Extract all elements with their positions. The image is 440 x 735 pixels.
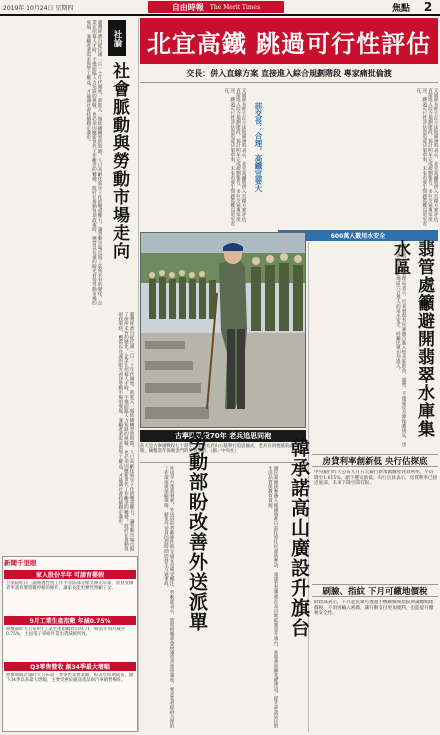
section-label: 焦點 (391, 3, 410, 14)
photo-top-label: 600萬人數用水安全 (278, 230, 438, 241)
lead-headline: 北宜高鐵 跳過可行性評估 (146, 29, 432, 58)
lead-subhead: 交長：併入直線方案 直接進入綜合規劃階段 專家痛批倫渡 (186, 68, 392, 78)
editorial-tag: 社論 (108, 20, 126, 56)
inset-headline: 前交長：合理，高鐵宜要大 (254, 102, 263, 192)
editorial-body-continued: 臺灣經濟自從民國一百一十年代開始，就進入一個結構轉型的時期。人口高齡化與少子化的雙重壓力，讓勞動市場出現了前所未有的變化。企業在招募人才時，不僅面臨人力短缺的挑戰，也必須因應新世代工作觀念的轉變。政府在推動各項政策時，應當以長遠的眼光看待勞動市場的發展，兼顧產業需求與勞工權益，才能讓社會持續穩定進步。 (117, 312, 134, 552)
editorial-body: 臺灣經濟自從民國一百一十年代開始，就進入一個結構轉型的時期。人口高齡化與少子化的雙重壓力，讓勞動市場出現了前所未有的變化。企業在招募人才時，不僅面臨人力短缺的挑戰，也必須因應新世代工作觀念的轉變。政府在推動各項政策時，應當以長遠的眼光看待勞動市場的發展，兼顧產業需求與勞工權益，才能讓社會持續穩定進步。 (85, 20, 102, 306)
ceremony-photo-graphic (141, 233, 306, 428)
subhead-rule (140, 82, 438, 83)
news-brief-header: 新聞千里眼 (4, 559, 37, 567)
brief-headline: 家人股份半年 可請育嬰假 (4, 570, 136, 579)
lower-left-body: 外送平台蓬勃發展，外送員的勞動條件與交通安全備受關注。勞動部表示，將與相關部會研議改善派單制度，要求業者提供合理的工作環境與保險保障，避免外送員因趕時間而發生交通事故。 (163, 466, 174, 729)
newspaper-logo (148, 1, 284, 13)
lead-body-left: 交通部長昨天在立法院備詢時表示，北宜高鐵將併入直線方案評估，直接進入綜合規劃階段，預計明年完成規劃報告。多位交通專家批評，跳過可行性評估恐造成決策草率，未來若發生問題將難以追究責任。 (224, 88, 246, 226)
logo-text-zh: 自由時報 (171, 1, 204, 12)
page-number: 2 (423, 0, 433, 14)
lower-left-title: 勞動部盼改善外送派單 (186, 432, 208, 632)
column-divider (138, 18, 139, 732)
right-story-body: 臺北翡翠水庫管理局表示，近來發現有民眾擅自進入集水區釣魚、露營，不僅違反水源保護規定，也可能影響大臺北地區六百萬人的用水安全，呼籲民眾切勿進入。 (395, 244, 406, 447)
lower-mid-title: 韓承諾高山廣設升旗台 (288, 438, 310, 638)
brief-body: 經濟部統計處昨天公布第三季零售業營業額，較去年同期成長，創下34季以來最大增幅，主要受惠於通訊產品與汽車銷售暢旺。 (6, 673, 134, 684)
lead-body-right: 交通部長昨天在立法院備詢時表示，北宜高鐵將併入直線方案評估，直接進入綜合規劃階段，預計明年完成規劃報告。多位交通專家批評，跳過可行性評估恐造成決策草率，未來若發生問題將難以追究責任。 (416, 88, 438, 226)
brief-body: 立法院昨日三讀通過性別工作平等法部分條文修正草案，放寬受僱者申請育嬰留職停薪的條件，讓家長能更彈性照顧子女。 (6, 581, 134, 592)
mid-story-body: 財政部表示，下月起民眾可透過手機刷臉或指紋辨識繳納地價稅，不須再輸入密碼，讓行動支付更加便利，也能提升繳稅安全性。 (314, 600, 434, 617)
photo-credit: 前天是古寧頭戰役七十週年，金門太武山公墓舉行追思儀式，老兵在同袍墓前肅立致敬，緬懷當年保衛金門的英勇事蹟。（圖／中央社） (140, 444, 303, 455)
brief-headline: 9月工業生產指數 年減0.75% (4, 616, 136, 625)
brief-body: 經濟部昨天公布9月工業生產指數為110.71，較去年同月減少0.75%，主因電子零組件業出貨減緩所致。 (6, 627, 126, 638)
mid-story-body: 中央銀行昨天公布九月五大銀行新承做購屋貸款利率，平均降至1.615%，創下歷史新低。央行官員表示，房貸利率已接近底部，未來下降空間有限。 (314, 470, 438, 487)
right-story-title: 翡管處籲避開翡翠水庫集水區 (390, 240, 434, 438)
top-divider (0, 14, 440, 16)
news-photo (140, 232, 306, 428)
lead-headline-banner (140, 18, 438, 64)
photo-caption: 古寧頭戰役70年 老兵追思同袍 (140, 430, 306, 442)
editorial-title: 社會脈動與勞動市場走向 (109, 62, 129, 260)
lower-mid-body: 國民黨總統參選人韓國瑜昨日前往原住民部落參訪，承諾若當選將在高山地區廣設升旗台，並加強原鄉基礎建設，提升部落居民的生活品質與教育資源。 (267, 466, 278, 729)
logo-text-en: The Merit Times (209, 3, 261, 11)
mid-story-headline: 房貸利率創新低 央行估探底 (312, 454, 438, 467)
issue-date: 2019年 10月24日 星期四 (3, 5, 74, 12)
brief-headline: Q3零售營收 創34季最大增幅 (4, 662, 136, 671)
mid-story-headline: 刷臉、指紋 下月可繳地價稅 (312, 584, 438, 597)
